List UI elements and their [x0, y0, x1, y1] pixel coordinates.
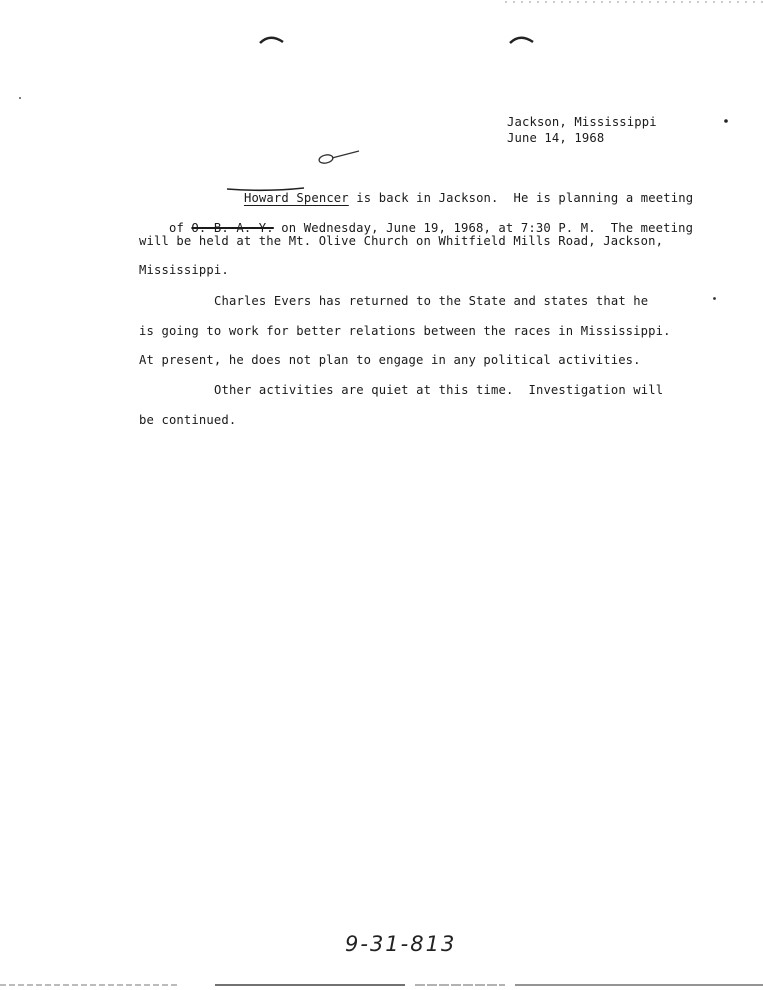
top-edge-dots [505, 0, 763, 4]
speck-left [18, 96, 22, 100]
punch-mark-right [508, 33, 536, 45]
paragraph-1-line-3: will be held at the Mt. Olive Church on Whitfield Mills Road, Jackson, [139, 234, 664, 248]
paragraph-1-line-1-text: is back in Jackson. He is planning a meeting [348, 191, 694, 205]
punch-mark-left [258, 33, 286, 45]
bottom-edge-artifact [0, 982, 763, 988]
name-underline-stroke [226, 186, 306, 192]
paragraph-1-line-2-pre: of [168, 221, 192, 235]
speck-right-top [723, 118, 729, 124]
paragraph-3-line-2: be continued. [139, 413, 237, 427]
organization-acronym: O. B. A. Y. [191, 221, 274, 235]
dateline-location: Jackson, Mississippi [507, 115, 657, 129]
paragraph-2-line-3: At present, he does not plan to engage in any political activities. [139, 353, 641, 367]
dateline-date: June 14, 1968 [507, 131, 605, 145]
paragraph-2-line-1: Charles Evers has returned to the State and states that he [214, 294, 649, 308]
speck-right-mid [712, 296, 717, 301]
handwritten-check-mark [312, 149, 362, 167]
paragraph-2-line-2: is going to work for better relations between the races in Mississippi. [139, 324, 671, 338]
paragraph-1-line-2-text: on Wednesday, June 19, 1968, at 7:30 P. M. The meeting [273, 221, 694, 235]
paragraph-3-line-1: Other activities are quiet at this time. Investigation will [214, 383, 664, 397]
paragraph-1-line-4: Mississippi. [139, 263, 229, 277]
subject-name: Howard Spencer [243, 191, 349, 205]
handwritten-file-number: 9-31-813 [345, 932, 457, 956]
dateline [507, 114, 657, 146]
